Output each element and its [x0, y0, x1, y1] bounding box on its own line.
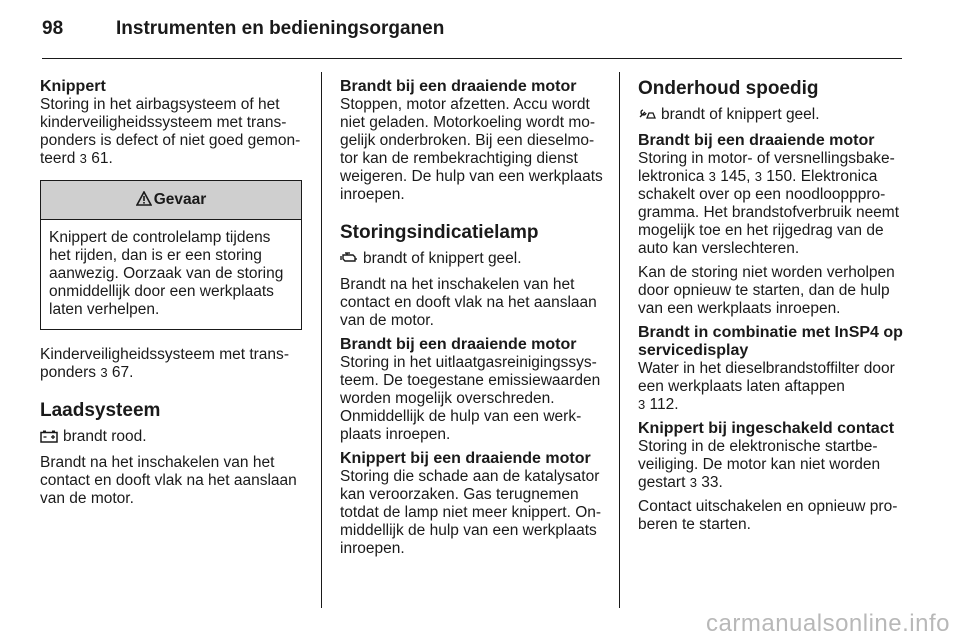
section-subheading: Brandt bij een draaiende motor: [340, 78, 577, 95]
page-ref[interactable]: 33.: [701, 474, 723, 491]
section-subheading: Knippert: [40, 78, 106, 95]
column-2: [340, 78, 604, 564]
body-text: Water in het dieselbrandstoffilter door een werkplaats laten aftappen 3 112.: [638, 360, 895, 413]
icon-status-line: brandt of knippert geel.: [340, 250, 604, 270]
page-ref-arrow-icon: 3: [689, 475, 697, 490]
page-ref[interactable]: 145,: [720, 168, 751, 185]
section-subheading: Knippert bij ingeschakeld contact: [638, 420, 895, 437]
body-text: Storing in motor- of versnellingsbakelektronica 3 145, 3 150. Elektronica schakelt over op een noodlooppprogramma. Het brandstofverbruik neemt mogelijk toe en het rijgedrag van de auto kan verslechteren.: [638, 150, 900, 257]
body-text: Storing in het airbagsysteem of het kinderveiligheidssysteem met transponders is defect of niet goed gemonteerd 3 61.: [40, 96, 301, 167]
section-heading: Storingsindicatielamp: [340, 222, 539, 243]
watermark: carmanualsonline.info: [706, 610, 950, 637]
body-text: Brandt na het inschakelen van het contact en dooft vlak na het aanslaan van de motor.: [340, 276, 597, 329]
danger-heading: Gevaar: [41, 181, 301, 220]
body-text: Brandt na het inschakelen van het contact en dooft vlak na het aanslaan van de motor.: [40, 454, 297, 507]
section-subheading: Knippert bij een draaiende motor: [340, 450, 591, 467]
battery-icon: [40, 430, 58, 448]
icon-status-line: brandt rood.: [40, 428, 302, 448]
page-number: 98: [42, 18, 64, 39]
page-ref[interactable]: 67.: [111, 364, 134, 381]
page-ref-arrow-icon: 3: [638, 397, 646, 412]
section-heading: Onderhoud spoedig: [638, 78, 819, 99]
page-ref-arrow-icon: 3: [708, 169, 716, 184]
section-subheading: Brandt bij een draaiende motor: [340, 336, 577, 353]
body-text: Storing in het uitlaatgasreinigingssysteem. De toegestane emissiewaarden worden mogelijk overschreden. Onmiddellijk de hulp van een werkplaats inroepen.: [340, 354, 601, 443]
danger-box: [40, 180, 302, 330]
wrench-car-icon: [638, 108, 656, 126]
body-text: Stoppen, motor afzetten. Accu wordt niet geladen. Motorkoeling wordt mogelijk onderbroken. Bij een dieselmotor kan de rembekrachtiging dienst weigeren. De hulp van een werkplaats inroepen.: [340, 96, 603, 203]
page-ref[interactable]: 150.: [766, 168, 797, 185]
page-ref[interactable]: 61.: [91, 150, 113, 167]
section-subheading: Brandt in combinatie met InSP4 op servicedisplay: [638, 324, 903, 359]
page-ref-arrow-icon: 3: [754, 169, 762, 184]
page-ref-arrow-icon: 3: [79, 151, 87, 166]
column-divider: [321, 72, 322, 608]
column-3: [638, 78, 904, 540]
page-ref[interactable]: 112.: [649, 396, 679, 413]
column-1: [40, 78, 302, 514]
warning-triangle-icon: [136, 183, 152, 221]
body-text: Storing die schade aan de katalysator kan veroorzaken. Gas terugnemen totdat de lamp niet meer knippert. Onmiddellijk de hulp van een werkplaats inroepen.: [340, 468, 602, 557]
engine-check-icon: [340, 251, 358, 270]
body-text: Kan de storing niet worden verholpen door opnieuw te starten, dan de hulp van een werkplaats inroepen.: [638, 264, 895, 317]
body-text: Storing in de elektronische startbeveiliging. De motor kan niet worden gestart 3 33.: [638, 438, 881, 491]
danger-text: Knippert de controlelamp tijdens het rijden, dan is er een storing aanwezig. Oorzaak van de storing onmiddellijk door een werkplaats laten verhelpen.: [49, 229, 284, 318]
page-title: Instrumenten en bedieningsorganen: [116, 18, 445, 39]
page-header: [42, 18, 902, 59]
body-text: Kinderveiligheidssysteem met transponders 3 67.: [40, 346, 289, 381]
body-text: Contact uitschakelen en opnieuw proberen te starten.: [638, 498, 898, 533]
section-subheading: Brandt bij een draaiende motor: [638, 132, 875, 149]
section-heading: Laadsysteem: [40, 400, 161, 421]
icon-status-line: brandt of knippert geel.: [638, 106, 904, 126]
page-ref-arrow-icon: 3: [100, 365, 108, 380]
column-divider: [619, 72, 620, 608]
